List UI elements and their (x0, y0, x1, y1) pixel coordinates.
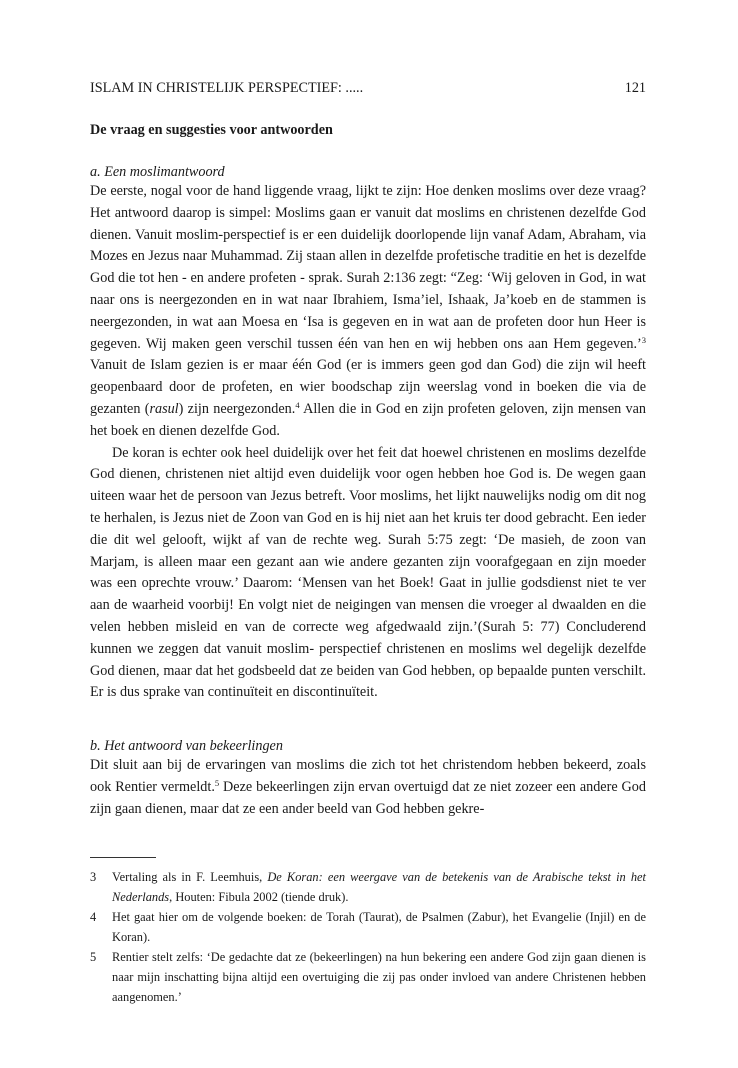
subsection-b-body (90, 755, 646, 820)
footnote-divider (90, 857, 156, 858)
running-head-title: ISLAM IN CHRISTELIJK PERSPECTIEF: ..... (90, 80, 364, 96)
paragraph: Dit sluit aan bij de ervaringen van moslims die zich tot het christendom hebben bekeerd, zoals ook Rentier vermeldt.$^5$ Deze bekeerlingen zijn ervan overtuigd dat ze niet zozeer een andere God zijn gaan dienen, maar dat ze een ander beeld van God hebben gekre- (90, 757, 646, 817)
section-title: De vraag en suggesties voor antwoorden (90, 122, 333, 138)
footnote-number: 5 (90, 950, 97, 964)
footnote-ref: 5 (214, 777, 220, 788)
paragraph: De koran is echter ook heel duidelijk over het feit dat hoewel christenen en moslims dezelfde God dienen, christenen niet altijd even duidelijk voor ogen hebben hoe God is. De wegen gaan uiteen waar het de persoon van Jezus betreft. Voor moslims, het lijkt nauwelijks nodig om dit nog te herhalen, is Jezus niet de Zoon van God en is hij niet aan het kruis ter dood gebracht. Een ieder die dit wel gelooft, wijkt af van de rechte weg. Surah 5:75 zegt: ‘De masieh, de zoon van Marjam, is alleen maar een gezant aan wie andere gezanten zijn voorafgegaan en zijn moeder was een oprechte vrouw.’ Daarom: ‘Mensen van het Boek! Gaat in jullie godsdienst niet te ver aan de waarheid voorbij! En volgt niet de neigingen van mensen die vroeger al dwaalden en die velen hebben misleid en van de correcte weg afgedwaald zijn.’(Surah 5: 77) Concluderend kunnen we zeggen dat vanuit moslim- perspectief christenen en moslims wel degelijk dezelfde God dienen, maar dat het godsbeeld dat ze beiden van God hebben, op bepaalde punten verschilt. Er is dus sprake van continuïteit en discontinuïteit. (90, 444, 646, 701)
page-number: 121 (624, 80, 646, 96)
paragraph: De eerste, nogal voor de hand liggende vraag, lijkt te zijn: Hoe denken moslims over deze vraag? Het antwoord daarop is simpel: Moslims gaan er vanuit dat moslims en christenen dezelfde God dienen. Vanuit moslim-perspectief is er een duidelijk doorlopende lijn vanaf Adam, Abraham, via Mozes en Jezus naar Muhammad. Zij staan allen in dezelfde profetische traditie en het is dezelfde God die tot hen - en andere profeten - sprak. Surah 2:136 zegt: “Zeg: ‘Wij geloven in God, in wat naar ons is neergezonden en in wat naar Ibrahiem, Isma’iel, Ishaak, Ja’koeb en de stammen is neergezonden, in wat aan Moesa en ‘Isa is gegeven en in wat aan de profeten door hun Heer is gegeven. Wij maken geen verschil tussen één van hen en wij hebben ons aan Hem gegeven.’$^3$ Vanuit de Islam gezien is er maar één God (er is immers geen god dan God) die zijn wil heeft geopenbaard door de profeten, en wier boodschap zijn weerslag vond in boeken die via de gezanten (rasul) zijn neergezonden.$^4$ Allen die in God en zijn profeten geloven, zijn mensen van het boek en dienen dezelfde God. (90, 183, 646, 439)
footnote-ref: 4 (295, 399, 300, 410)
subsection-a-title: a. Een moslimantwoord (90, 164, 225, 180)
subsection-a-body (90, 181, 646, 704)
subsection-b-title: b. Het antwoord van bekeerlingen (90, 738, 283, 754)
footnote-number: 3 (90, 870, 97, 884)
footnotes (90, 867, 646, 1007)
footnote: 5 Rentier stelt zelfs: ‘De gedachte dat ze (bekeerlingen) na hun bekering een andere God zijn gaan dienen is naar mijn inschatting bijna altijd een overtuiging die zij pas onder invloed van andere Christenen hebben aangenomen.’ (90, 947, 646, 1007)
footnote: 3 Vertaling als in F. Leemhuis, De Koran: een weergave van de betekenis van de Arabische tekst in het Nederlands, Houten: Fibula 2002 (tiende druk). (90, 867, 646, 907)
footnote-ref: 3 (641, 334, 646, 345)
footnote: 4 Het gaat hier om de volgende boeken: de Torah (Taurat), de Psalmen (Zabur), het Evangelie (Injil) en de Koran). (90, 907, 646, 947)
footnote-number: 4 (90, 910, 97, 924)
